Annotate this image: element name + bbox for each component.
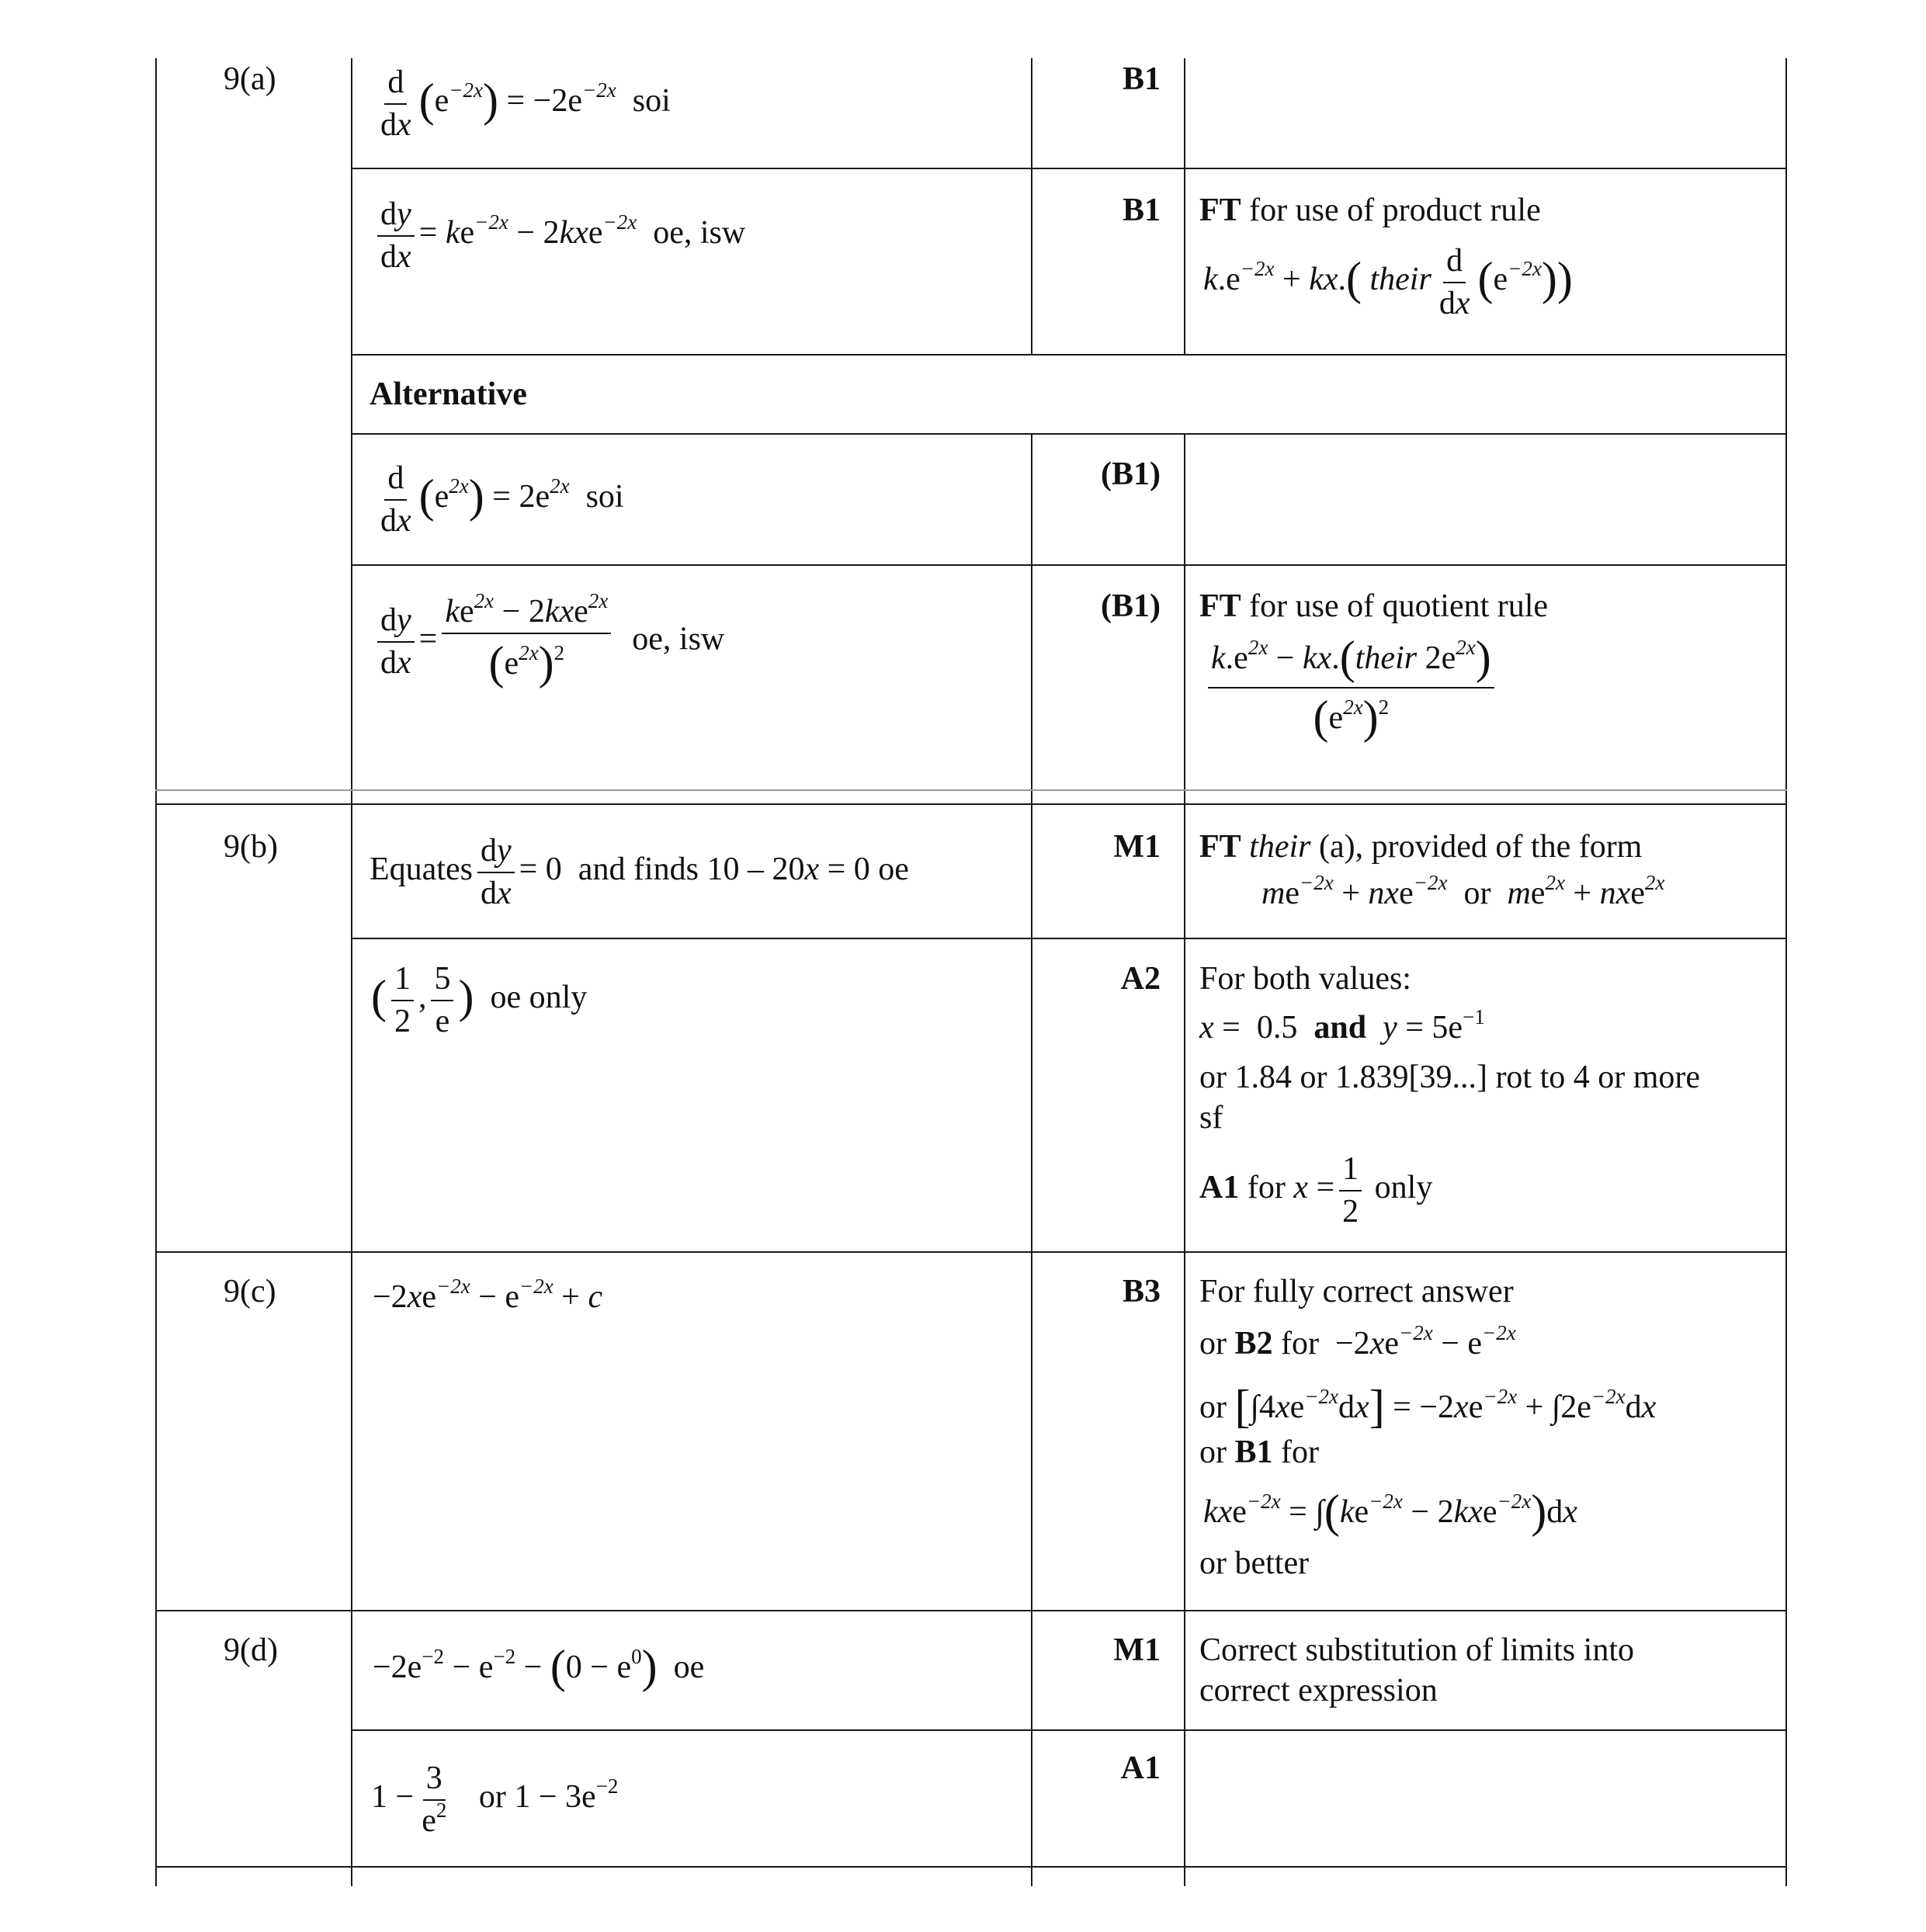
guidance-text: For fully correct answer [1199,1274,1514,1309]
guidance-text: FT for use of quotient rule [1199,588,1549,624]
answer-expression: $\frac{dy}{dx}$ = $\frac{ke^{2x} - 2kxe^{2x}}{(e^{2x})^2}$ oe, isw [373,591,724,692]
answer-note: oe, isw [632,621,725,657]
row-line [351,168,1787,169]
answer-expression: $\frac{d}{dx}$ $(e^{-2x}) = -2e^{-2x}$ soi [373,62,671,145]
answer-note: soi [585,479,624,515]
section-divider [155,789,1787,791]
answer-expression: $-2xe^{-2x} - e^{-2x} + c$ [373,1275,603,1315]
answer-expression: $\frac{d}{dx}$ $(e^{2x}) = 2e^{2x}$ soi [373,458,624,541]
answer-expression: $-2e^{-2} - e^{-2} - (0 - e^0)$ oe [373,1641,705,1692]
mark-code: M1 [1113,829,1161,865]
row-line [351,1729,1787,1731]
row-line [155,1610,1787,1611]
answer-expression: 1 − $\frac{3}{e^2}$ or $1 - 3e^{-2}$ [371,1758,618,1841]
answer-expression: Equates $\frac{dy}{dx}$ = 0 and finds 10 – 20x = 0 oe [370,831,909,914]
ft-label: FT [1199,588,1241,624]
row-line [351,564,1787,566]
guidance-text: correct expression [1199,1673,1438,1708]
table-col-divider-1 [351,58,352,1886]
answer-note: soi [632,83,671,120]
guidance-expression: $kxe^{-2x} = \int(ke^{-2x} - 2kxe^{-2x})dx$ [1203,1486,1577,1537]
row-line [351,354,1787,356]
mark-code: B3 [1122,1274,1161,1309]
row-line [155,1251,1787,1253]
guidance-expression: $\frac{k.e^{2x} - kx.(their 2e^{2x})}{(e^{2x})^2}$ [1203,629,1499,747]
question-label: 9(d) [224,1632,278,1668]
ft-label: FT [1199,193,1241,228]
guidance-text: FT their (a), provided of the form [1199,829,1643,865]
table-col-divider-3 [1184,58,1185,1886]
guidance-text: Correct substitution of limits into [1199,1632,1634,1668]
mark-code: (B1) [1101,588,1161,624]
row-line [351,433,1787,435]
table-left-border [155,58,157,1886]
alternative-heading: Alternative [370,376,527,412]
mark-code: B1 [1122,61,1161,97]
guidance-text: or better [1199,1545,1310,1581]
guidance-text: FT for use of product rule [1199,193,1541,228]
question-label: 9(b) [224,829,278,865]
table-col-divider-2 [1031,58,1032,1886]
answer-expression: $\frac{dy}{dx}$ = $ke^{-2x} - 2kxe^{-2x}$ oe, isw [373,194,745,277]
table-right-border [1785,58,1787,1886]
mark-code: (B1) [1101,456,1161,492]
guidance-text: sf [1199,1100,1223,1136]
answer-note: oe, isw [653,215,746,251]
guidance-text: For both values: [1199,961,1411,997]
guidance-text: x = 0.5 and $y = 5e^{-1}$ [1199,1005,1485,1046]
guidance-expression: $k.e^{-2x} + kx$.( their $\frac{d}{dx}$ $(e^{-2x})$) [1203,241,1573,324]
guidance-text: or 1.84 or 1.839[39...] rot to 4 or more [1199,1060,1701,1095]
guidance-text: or B1 for [1199,1434,1319,1470]
answer-expression: ( $\frac{1}{2}$ , $\frac{5}{e}$ ) oe only [371,959,587,1042]
question-label: 9(c) [224,1274,276,1309]
guidance-text: or $[\int 4xe^{-2x}dx] = -2xe^{-2x} + \int 2e^{-2x}dx$ [1199,1381,1657,1432]
guidance-expression: $me^{-2x} + nxe^{-2x}$ or $me^{2x} + nxe^{2x}$ [1261,871,1665,911]
section-divider [155,803,1787,805]
question-label: 9(a) [224,61,276,97]
guidance-text: or B2 for $-2xe^{-2x} - e^{-2x}$ [1199,1321,1516,1361]
mark-code: B1 [1122,193,1161,228]
mark-code: M1 [1113,1632,1161,1668]
row-line [155,1866,1787,1868]
guidance-text: A1 for x = $\frac{1}{2}$ only [1199,1149,1432,1232]
row-line [351,938,1787,939]
mark-code: A2 [1120,961,1161,997]
mark-code: A1 [1120,1750,1161,1786]
